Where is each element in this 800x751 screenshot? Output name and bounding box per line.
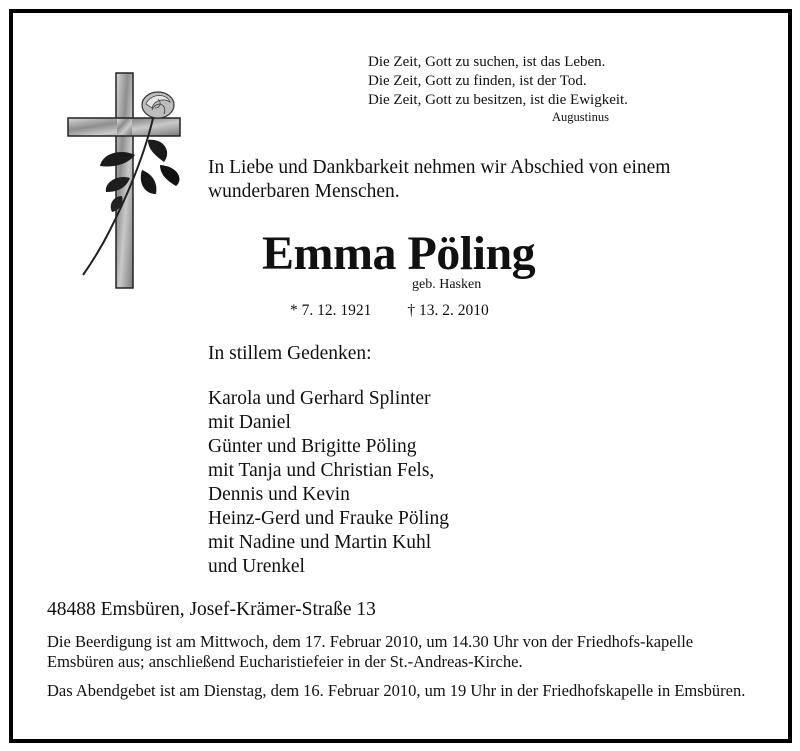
intro-line: wunderbaren Menschen.: [208, 181, 400, 202]
intro-text: [208, 156, 670, 204]
mourner-line: mit Nadine und Martin Kuhl: [208, 532, 432, 553]
intro-line: In Liebe und Dankbarkeit nehmen wir Abschied von einem: [208, 157, 671, 178]
mourner-line: Karola und Gerhard Splinter: [208, 388, 431, 409]
address: 48488 Emsbüren, Josef-Krämer-Straße 13: [47, 599, 376, 620]
mourner-line: mit Tanja und Christian Fels,: [208, 460, 435, 481]
quote-line: Die Zeit, Gott zu suchen, ist das Leben.: [368, 54, 606, 70]
augustinus-quote: [368, 53, 628, 110]
life-dates: [290, 302, 489, 320]
mourner-line: Dennis und Kevin: [208, 484, 350, 505]
deceased-name: Emma Pöling: [262, 227, 536, 280]
mourner-line: mit Daniel: [208, 412, 291, 433]
death-date: † 13. 2. 2010: [407, 302, 489, 319]
mourners-heading: In stillem Gedenken:: [208, 343, 372, 364]
cross-with-rose-icon: [60, 70, 185, 295]
quote-line: Die Zeit, Gott zu finden, ist der Tod.: [368, 73, 587, 89]
mourner-line: Heinz-Gerd und Frauke Pöling: [208, 508, 449, 529]
mourners-list: [208, 387, 449, 579]
quote-line: Die Zeit, Gott zu besitzen, ist die Ewigkeit.: [368, 92, 628, 108]
quote-author: Augustinus: [552, 110, 609, 124]
mourner-line: und Urenkel: [208, 556, 305, 577]
funeral-info: Die Beerdigung ist am Mittwoch, dem 17. Februar 2010, um 14.30 Uhr von der Friedhofs-kapelle Emsbüren aus; anschließend Eucharistiefeier in der St.-Andreas-Kirche.: [47, 632, 694, 671]
mourner-line: Günter und Brigitte Pöling: [208, 436, 417, 457]
birth-date: * 7. 12. 1921: [290, 302, 372, 319]
maiden-name: geb. Hasken: [412, 277, 482, 292]
evening-prayer-info: Das Abendgebet ist am Dienstag, dem 16. Februar 2010, um 19 Uhr in der Friedhofskapelle in Emsbüren.: [47, 681, 746, 700]
